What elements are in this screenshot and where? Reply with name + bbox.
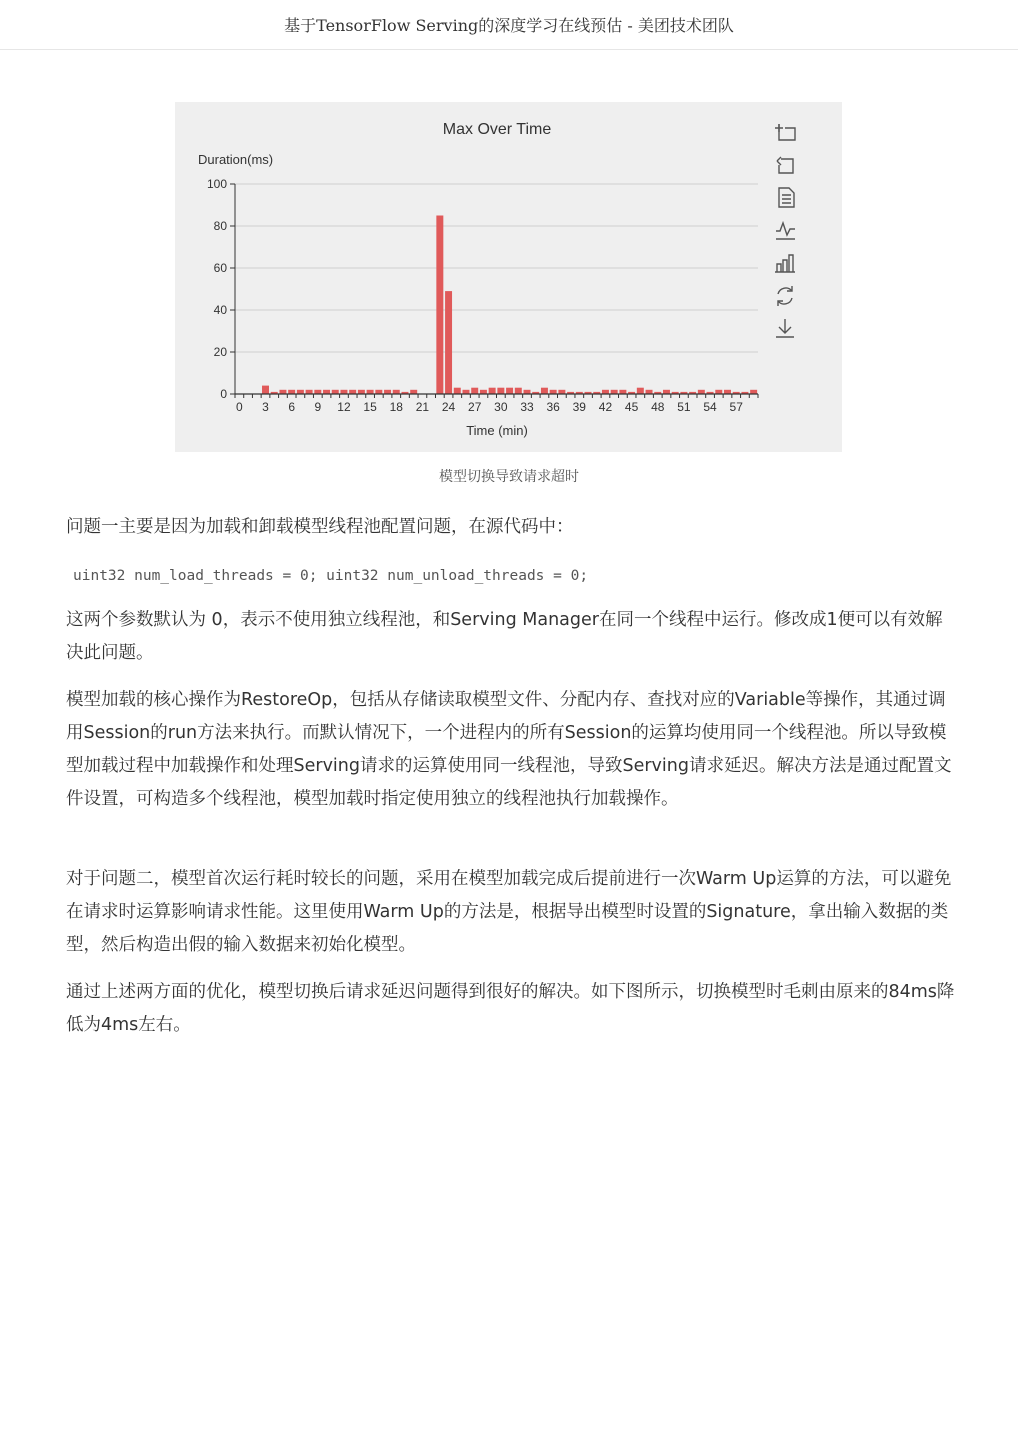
bar [288, 390, 295, 394]
axes [207, 177, 758, 414]
bar [463, 390, 470, 394]
bar [367, 390, 374, 394]
download-icon[interactable] [776, 319, 794, 337]
bar [340, 390, 347, 394]
bar [445, 291, 452, 394]
page-header-title: 基于TensorFlow Serving的深度学习在线预估 - 美团技术团队 [284, 16, 734, 35]
bar [306, 390, 313, 394]
x-tick-label: 21 [415, 400, 430, 414]
paragraph-2: 这两个参数默认为 0，表示不使用独立线程池，和Serving Manager在同一个线程中运行。修改成1便可以有效解决此问题。 [66, 610, 943, 663]
bar [436, 216, 443, 395]
x-tick-label: 45 [624, 400, 639, 414]
bar [558, 390, 565, 394]
code-snippet: uint32 num_load_threads = 0; uint32 num_unload_threads = 0; [73, 568, 589, 584]
bar [279, 390, 286, 394]
line-chart-icon[interactable] [776, 223, 795, 239]
bar [619, 390, 626, 394]
paragraph-1: 问题一主要是因为加载和卸载模型线程池配置问题，在源代码中： [66, 517, 574, 537]
bar [663, 390, 670, 394]
figure-caption: 模型切换导致请求超时 [439, 469, 579, 485]
bar [410, 390, 417, 394]
y-tick-label: 80 [213, 219, 227, 233]
paragraph-5: 通过上述两方面的优化，模型切换后请求延迟问题得到很好的解决。如下图所示，切换模型时毛刺由原来的84ms降低为4ms左右。 [66, 982, 955, 1035]
bar [715, 390, 722, 394]
bar [349, 390, 356, 394]
x-tick-label: 27 [468, 400, 482, 414]
x-tick-label: 24 [441, 400, 456, 414]
x-tick-label: 39 [572, 400, 586, 414]
x-tick-label: 9 [314, 400, 322, 414]
grid-lines [235, 184, 758, 352]
x-tick-label: 0 [236, 400, 243, 414]
bar [454, 388, 461, 394]
x-tick-label: 51 [677, 400, 691, 414]
bar [515, 388, 522, 394]
bar [297, 390, 304, 394]
chart-figure [175, 102, 842, 452]
x-tick-label: 54 [703, 400, 717, 414]
bar [497, 388, 504, 394]
bar [750, 390, 757, 394]
y-tick-label: 40 [213, 303, 227, 317]
x-axis-label: Time (min) [466, 423, 528, 438]
y-tick-label: 60 [213, 261, 227, 275]
bar [480, 390, 487, 394]
x-tick-label: 3 [262, 400, 269, 414]
x-tick-label: 12 [337, 400, 351, 414]
x-tick-label: 6 [288, 400, 296, 414]
bar [698, 390, 705, 394]
y-tick-label: 100 [206, 177, 227, 191]
bars [262, 216, 757, 395]
bar [375, 390, 382, 394]
restore-icon[interactable] [778, 286, 792, 306]
x-tick-label: 30 [494, 400, 508, 414]
bar [489, 388, 496, 394]
bar [524, 390, 531, 394]
zoom-icon[interactable] [775, 124, 795, 140]
bar [637, 388, 644, 394]
paragraph-4: 对于问题二，模型首次运行耗时较长的问题，采用在模型加载完成后提前进行一次Warm Up运算的方法，可以避免在请求时运算影响请求性能。这里使用Warm Up的方法是，根据导出模型时设置的Signature，拿出输入数据的类型，然后构造出假的输入数据来初始化模型。 [66, 869, 952, 955]
bar [384, 390, 391, 394]
bar [262, 386, 269, 394]
x-tick-label: 15 [363, 400, 377, 414]
bar [323, 390, 330, 394]
bar [550, 390, 557, 394]
bar-chart [175, 102, 842, 452]
bar [314, 390, 321, 394]
bar [471, 388, 478, 394]
bar [506, 388, 513, 394]
bar [646, 390, 653, 394]
page-header [0, 0, 1018, 50]
bar [611, 390, 618, 394]
bar-chart-icon[interactable] [775, 255, 795, 272]
x-tick-label: 42 [598, 400, 613, 414]
y-axis-label: Duration(ms) [198, 152, 274, 167]
x-tick-label: 57 [729, 400, 743, 414]
x-tick-label: 48 [651, 400, 665, 414]
bar [332, 390, 339, 394]
data-view-icon[interactable] [779, 188, 794, 207]
y-tick-label: 20 [213, 345, 227, 359]
bar [393, 390, 400, 394]
x-tick-label: 18 [389, 400, 403, 414]
bar [358, 390, 365, 394]
y-tick-label: 0 [220, 387, 227, 401]
x-tick-label: 33 [520, 400, 534, 414]
bar [724, 390, 731, 394]
chart-title: Max Over Time [442, 121, 552, 138]
bar [602, 390, 609, 394]
x-tick-label: 36 [546, 400, 560, 414]
zoom-reset-icon[interactable] [777, 157, 793, 173]
bar [541, 388, 548, 394]
paragraph-3: 模型加载的核心操作为RestoreOp，包括从存储读取模型文件、分配内存、查找对应的Variable等操作，其通过调用Session的run方法来执行。而默认情况下，一个进程内的所有Session的运算均使用同一个线程池。所以导致模型加载过程中加载操作和处理Serving请求的运算使用同一线程池，导致Serving请求延迟。解决方法是通过配置文件设置，可构造多个线程池，模型加载时指定使用独立的线程池执行加载操作。 [66, 690, 952, 809]
